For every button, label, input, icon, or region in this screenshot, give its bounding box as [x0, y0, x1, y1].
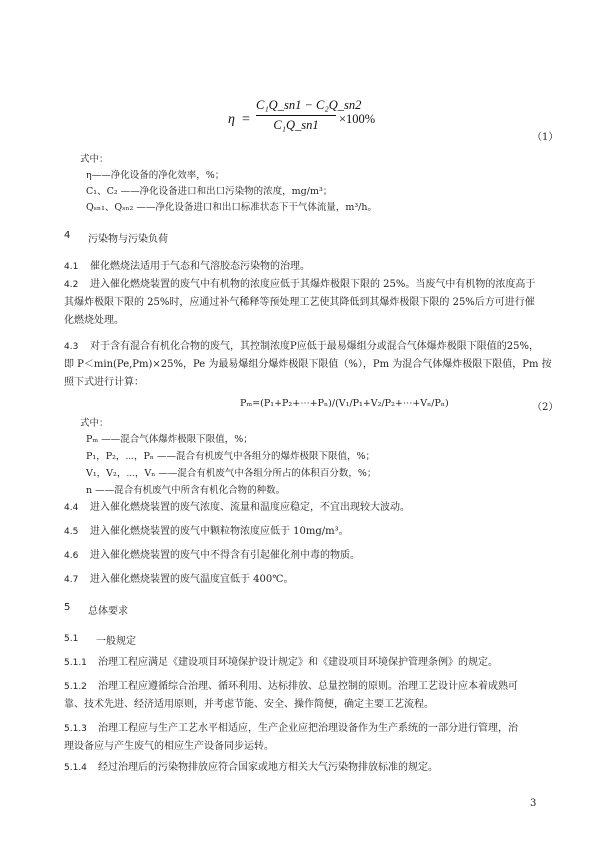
where-2-line: P₁，P₂，⋯，Pₙ ——混合有机废气中各组分的爆炸极限下限值，%； — [86, 451, 376, 462]
clause-5-1-4-number: 5.1.4 — [64, 763, 87, 773]
clause-4-3-number: 4.3 — [64, 342, 79, 352]
subsection-5-1-number: 5.1 — [64, 634, 79, 644]
clause-5-1-1-number: 5.1.1 — [64, 658, 87, 668]
clause-5-1-3-line: 治理工程应与生产工艺水平相适应，生产企业应把治理设备作为生产系统的一部分进行管理，治 — [98, 723, 518, 734]
clause-4-3-line: 照下式进行计算： — [64, 377, 144, 388]
clause-4-4-number: 4.4 — [64, 503, 79, 513]
section-4-title: 污染物与污染负荷 — [88, 234, 168, 245]
section-4-number: 4 — [64, 230, 71, 241]
page-number: 3 — [530, 798, 537, 809]
section-5-number: 5 — [64, 602, 71, 613]
clause-5-1-2-line: 靠、技术先进、经济适用原则，并考虑节能、安全、操作简便，确定主要工艺流程。 — [64, 699, 434, 710]
formula-1-denominator: C₁Q_sn1 — [273, 118, 319, 132]
clause-4-7-number: 4.7 — [64, 575, 79, 585]
where-1-line: Qₛₙ₁、Qₛₙ₂ ——净化设备进口和出口标准状态下干气体流量，m³/h。 — [86, 202, 377, 213]
where-2-label: 式中： — [80, 418, 109, 429]
clause-5-1-2-line: 治理工程应遵循综合治理、循环利用、达标排放、总量控制的原则。治理工艺设计应本着成熟可 — [98, 681, 518, 692]
formula-1-numerator: C₁Q_sn1 − C₂Q_sn2 — [256, 98, 336, 116]
clause-4-6-text: 进入催化燃烧装置的废气中不得含有引起催化剂中毒的物质。 — [90, 550, 360, 561]
clause-4-4-text: 进入催化燃烧装置的废气浓度、流量和温度应稳定，不宜出现较大波动。 — [90, 502, 410, 513]
where-2-line: V₁，V₂，⋯，Vₙ ——混合有机废气中各组分所占的体积百分数，%； — [86, 468, 377, 479]
where-1-label: 式中： — [80, 154, 109, 165]
clause-4-1-number: 4.1 — [64, 262, 79, 272]
clause-4-2-line: 化燃烧处理。 — [64, 315, 124, 326]
formula-1-number: （1） — [532, 132, 559, 143]
clause-4-5-text: 进入催化燃烧装置的废气中颗粒物浓度应低于 10mg/m³。 — [90, 526, 349, 537]
clause-4-2-line: 其爆炸极限下限的 25%时，应通过补气稀释等预处理工艺使其降低到其爆炸极限下限的 25%后方可进行催 — [64, 297, 535, 308]
clause-5-1-1-text: 治理工程应满足《建设项目环境保护设计规定》和《建设项目环境保护管理条例》的规定。 — [98, 657, 498, 668]
clause-4-6-number: 4.6 — [64, 551, 79, 561]
clause-4-3-line: 即 P＜min(Pe,Pm)×25%，Pe 为最易爆组分爆炸极限下限值（%），Pm 为混合气体爆炸极限下限值，Pm 按 — [64, 359, 552, 370]
clause-4-1-text: 催化燃烧法适用于气态和气溶胶态污染物的治理。 — [90, 261, 310, 272]
clause-5-1-3-number: 5.1.3 — [64, 724, 87, 734]
where-1-line: η——净化设备的净化效率，%； — [86, 170, 225, 181]
subsection-5-1-title: 一般规定 — [96, 636, 136, 647]
formula-2: Pₘ=(P₁+P₂+⋯+Pₙ)/(V₁/P₁+V₂/P₂+⋯+Vₙ/Pₙ) — [240, 398, 449, 409]
clause-4-7-text: 进入催化燃烧装置的废气温度宜低于 400℃。 — [90, 574, 294, 585]
clause-4-2-number: 4.2 — [64, 280, 79, 290]
clause-4-5-number: 4.5 — [64, 527, 79, 537]
section-5-title: 总体要求 — [88, 606, 128, 617]
where-2-line: Pₘ ——混合气体爆炸极限下限值，%； — [86, 434, 253, 445]
clause-5-1-4-text: 经过治理后的污染物排放应符合国家或地方相关大气污染物排放标准的规定。 — [98, 762, 438, 773]
formula-2-number: （2） — [532, 402, 559, 413]
clause-5-1-3-line: 理设备应与产生废气的相应生产设备同步运转。 — [64, 741, 274, 752]
formula-1-tail: ×100% — [339, 112, 376, 126]
where-2-line: n ——混合有机废气中所含有机化合物的种数。 — [86, 485, 286, 496]
formula-1-equals: = — [242, 112, 250, 127]
clause-4-2-line: 进入催化燃烧装置的废气中有机物的浓度应低于其爆炸极限下限的 25%。当废气中有机物的浓度高于 — [90, 279, 536, 290]
clause-4-3-line: 对于含有混合有机化合物的废气，其控制浓度P应低于最易爆组分或混合气体爆炸极限下限值的25%， — [90, 341, 539, 352]
formula-1-lhs: η — [228, 112, 235, 127]
formula-1 — [228, 98, 378, 138]
where-1-line: C₁、C₂ ——净化设备进口和出口污染物的浓度，mg/m³； — [86, 186, 333, 197]
clause-5-1-2-number: 5.1.2 — [64, 682, 87, 692]
